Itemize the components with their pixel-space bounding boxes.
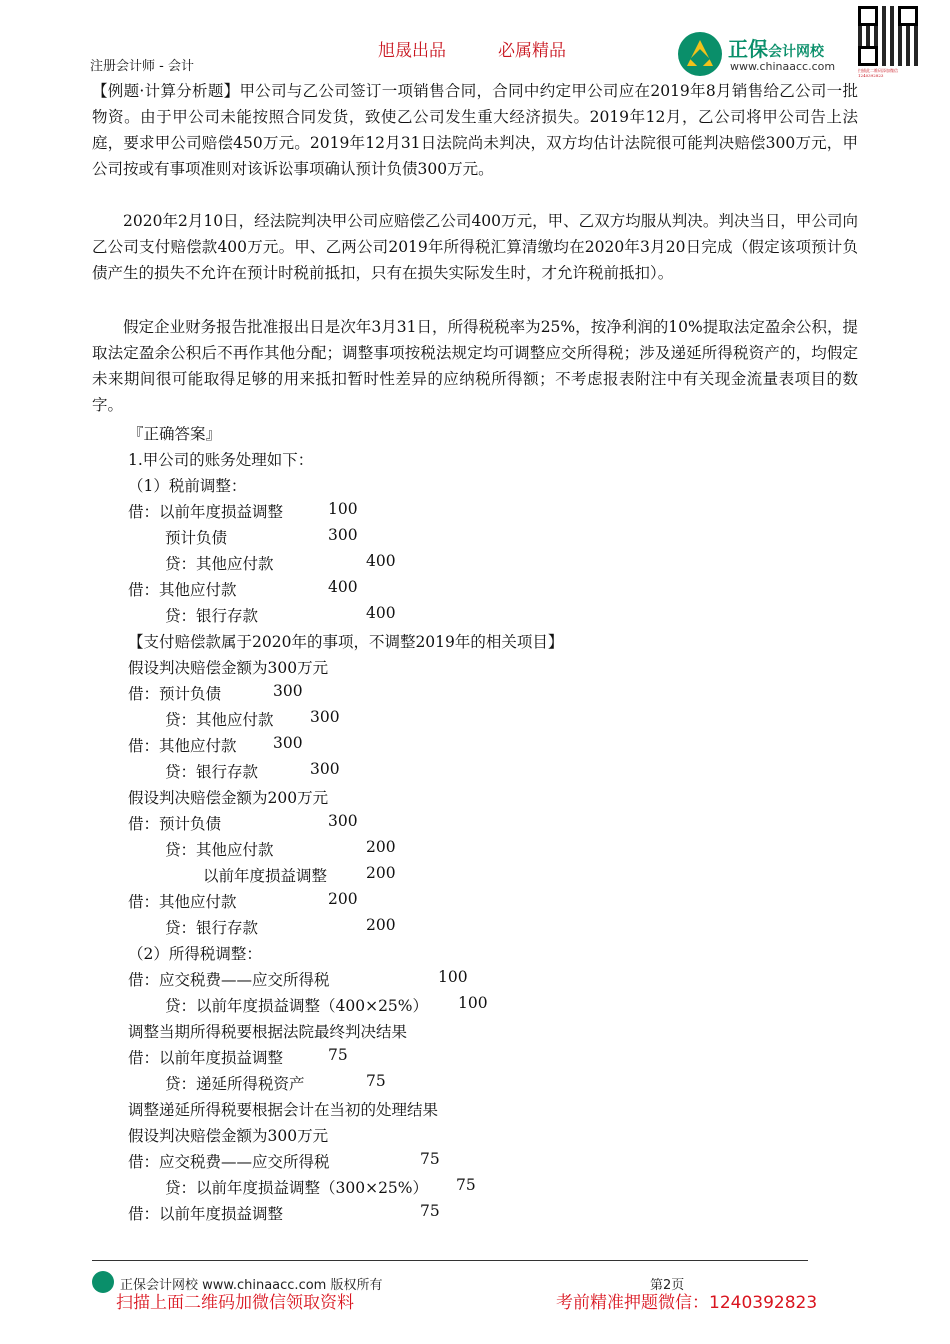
amount: 200: [366, 838, 396, 856]
answer-line: 贷：银行存款: [165, 919, 259, 937]
amount: 400: [328, 578, 358, 596]
exam-category: 注册会计师 - 会计: [90, 59, 194, 74]
amount: 75: [456, 1176, 476, 1194]
qr-finder-icon: [858, 46, 878, 66]
answer-line: 调整当期所得税要根据法院最终判决结果: [128, 1023, 408, 1041]
qr-finder-icon: [898, 6, 918, 26]
footer-divider: [92, 1260, 808, 1261]
amount: 300: [328, 526, 358, 544]
amount: 300: [310, 760, 340, 778]
qr-finder-icon: [858, 6, 878, 26]
amount: 100: [328, 500, 358, 518]
amount: 300: [273, 734, 303, 752]
answer-line: 贷：以前年度损益调整（400×25%）: [165, 997, 429, 1015]
answer-line: 借：其他应付款: [128, 581, 237, 599]
answer-line: 以前年度损益调整: [203, 867, 328, 885]
answer-line: 1.甲公司的账务处理如下：: [128, 451, 314, 469]
answer-line: 借：以前年度损益调整: [128, 503, 284, 521]
answer-line: 贷：其他应付款: [165, 711, 274, 729]
promo-right: 考前精准押题微信：1240392823: [556, 1293, 818, 1313]
answer-line: 借：应交税费——应交所得税: [128, 971, 330, 989]
amount: 100: [438, 968, 468, 986]
answer-line: 贷：递延所得税资产: [165, 1075, 305, 1093]
amount: 300: [273, 682, 303, 700]
logo-emblem-icon: [678, 32, 722, 76]
answer-line: 贷：银行存款: [165, 763, 259, 781]
answer-line: 借：以前年度损益调整: [128, 1049, 284, 1067]
answer-heading: 『正确答案』: [128, 425, 222, 443]
amount: 75: [420, 1202, 440, 1220]
answer-line: 假设判决赔偿金额为300万元: [128, 1127, 329, 1145]
qr-code: [858, 6, 918, 84]
amount: 200: [366, 864, 396, 882]
page-number: 第2页: [650, 1278, 685, 1293]
answer-line: 借：其他应付款: [128, 893, 237, 911]
answer-line: （1）税前调整：: [128, 477, 247, 495]
answer-line: （2）所得税调整：: [128, 945, 262, 963]
answer-line: 假设判决赔偿金额为300万元: [128, 659, 329, 677]
question-paragraph-1: 【例题·计算分析题】甲公司与乙公司签订一项销售合同，合同中约定甲公司应在2019年8月销售给乙公司一批物资。由于甲公司未能按照合同发货，致使乙公司发生重大经济损失。2019年12月，乙公司将甲公司告上法庭，要求甲公司赔偿450万元。2019年12月31日法院尚未判决，双方均估计法院很可能判决赔偿300万元，甲公司按或有事项准则对该诉讼事项确认预计负债300万元。: [92, 82, 858, 178]
answer-line: 借：预计负债: [128, 685, 222, 703]
amount: 300: [328, 812, 358, 830]
logo-url: www.chinaacc.com: [730, 60, 836, 73]
answer-note: 【支付赔偿款属于2020年的事项，不调整2019年的相关项目】: [128, 633, 564, 651]
promo-left: 扫描上面二维码加微信领取资料: [116, 1293, 354, 1313]
answer-line: 贷：银行存款: [165, 607, 259, 625]
amount: 75: [366, 1072, 386, 1090]
question-paragraph-2: 2020年2月10日，经法院判决甲公司应赔偿乙公司400万元，甲、乙双方均服从判决。判决当日，甲公司向乙公司支付赔偿款400万元。甲、乙两公司2019年所得税汇算清缴均在2020年3月20日完成（假定该项预计负债产生的损失不允许在预计时税前抵扣，只有在损失实际发生时，才允许税前抵扣）。: [92, 212, 858, 282]
amount: 200: [366, 916, 396, 934]
amount: 75: [420, 1150, 440, 1168]
logo-sub: 会计网校: [768, 44, 824, 60]
tagline-right: 必属精品: [498, 41, 566, 61]
footer-copyright: 正保会计网校 www.chinaacc.com 版权所有: [120, 1278, 383, 1293]
answer-line: 调整递延所得税要根据会计在当初的处理结果: [128, 1101, 439, 1119]
amount: 400: [366, 604, 396, 622]
answer-line: 预计负债: [165, 529, 228, 547]
amount: 400: [366, 552, 396, 570]
question-paragraph-3: 假定企业财务报告批准报出日是次年3月31日，所得税税率为25%，按净利润的10%提取法定盈余公积，提取法定盈余公积后不再作其他分配；调整事项按税法规定均可调整应交所得税；涉及递延所得税资产的，均假定未来期间很可能取得足够的用来抵扣暂时性差异的应纳税所得额；不考虑报表附注中有关现金流量表项目的数字。: [92, 318, 858, 414]
answer-line: 贷：其他应付款: [165, 841, 274, 859]
answer-line: 假设判决赔偿金额为200万元: [128, 789, 329, 807]
answer-line: 贷：以前年度损益调整（300×25%）: [165, 1179, 429, 1197]
answer-line: 借：其他应付款: [128, 737, 237, 755]
amount: 75: [328, 1046, 348, 1064]
chinaacc-logo: [678, 30, 858, 78]
logo-name: 正保: [728, 37, 768, 61]
answer-line: 借：以前年度损益调整: [128, 1205, 284, 1223]
amount: 100: [458, 994, 488, 1012]
answer-line: 借：预计负债: [128, 815, 222, 833]
qr-caption: 扫描此二维码添加微信 1240392823: [858, 68, 898, 78]
answer-line: 借：应交税费——应交所得税: [128, 1153, 330, 1171]
amount: 300: [310, 708, 340, 726]
amount: 200: [328, 890, 358, 908]
answer-line: 贷：其他应付款: [165, 555, 274, 573]
tagline-left: 旭晟出品: [378, 41, 446, 61]
footer-logo-icon: [92, 1271, 114, 1293]
